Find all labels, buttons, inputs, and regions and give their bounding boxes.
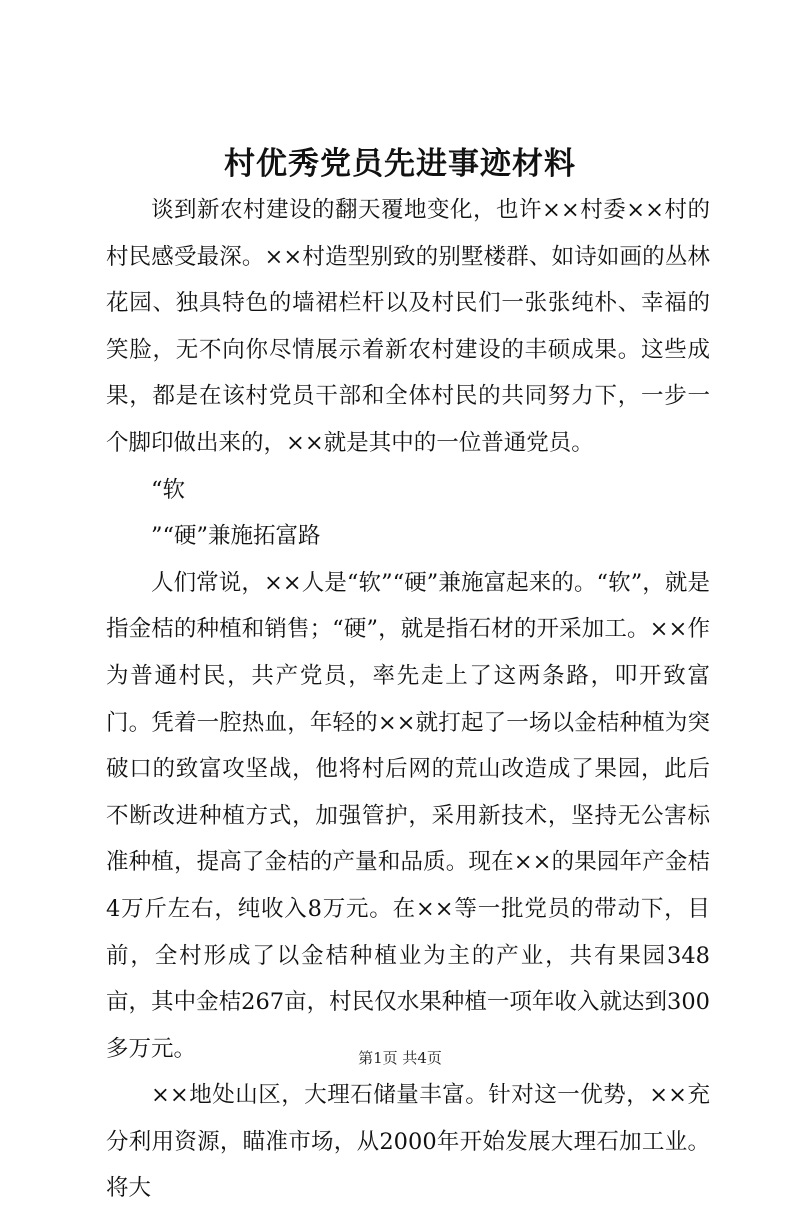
paragraph-heading-part1: “软 — [151, 476, 186, 503]
page-title: 村优秀党员先进事迹材料 — [224, 146, 576, 182]
paragraph-golden-orange: 人们常说，××人是“软”“硬”兼施富起来的。“软”，就是指金桔的种植和销售；“硬”，就是指石材的开采加工。××作为普通村民，共产党员，率先走上了这两条路，叩开致富门。凭着一腔热血，年轻的××就打起了一场以金桔种植为突破口的致富攻坚战，他将村后网的荒山改造成了果园，此后不断改进种植方式，加强管护，采用新技术，坚持无公害标准种植，提高了金桔的产量和品质。现在××的果园年产金桔4万斤左右，纯收入8万元。在××等一批党员的带动下，目前，全村形成了以金桔种植业为主的产业，共有果园348亩，其中金桔267亩，村民仅水果种植一项年收入就达到300多万元。 — [106, 569, 710, 1062]
page-footer: 第1页 共4页 — [358, 1049, 442, 1067]
paragraph-intro: 谈到新农村建设的翻天覆地变化，也许××村委××村的村民感受最深。××村造型别致的别墅楼群、如诗如画的丛林花园、独具特色的墙裙栏杆以及村民们一张张纯朴、幸福的笑脸，无不向你尽情展示着新农村建设的丰硕成果。这些成果，都是在该村党员干部和全体村民的共同努力下，一步一个脚印做出来的，××就是其中的一位普通党员。 — [106, 197, 710, 456]
paragraph-marble: ××地处山区，大理石储量丰富。针对这一优势，××充分利用资源，瞄准市场，从2000年开始发展大理石加工业。将大 — [106, 1082, 710, 1202]
paragraph-heading-part2: ”“硬”兼施拓富路 — [151, 523, 321, 550]
